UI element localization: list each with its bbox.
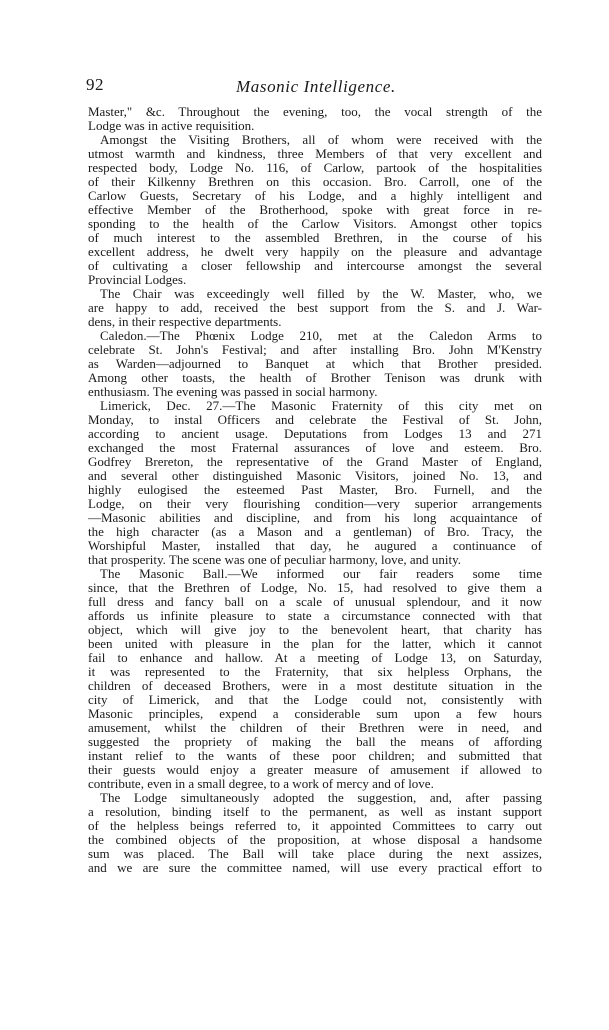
text-line: Limerick, Dec. 27.—The Masonic Fraternity of this city met on [100,399,542,413]
text-line: Among other toasts, the health of Brother Tenison was drunk with [88,371,542,385]
text-line: Godfrey Brereton, the representative of the Grand Master of England, [88,455,542,469]
running-title: Masonic Intelligence. [236,77,396,96]
page-number: 92 [86,75,104,94]
text-line: highly eulogised the esteemed Past Master, Bro. Furnell, and the [88,483,542,497]
text-line: respected body, Lodge No. 116, of Carlow, partook of the hospitalities [88,161,542,175]
article-body [88,105,542,875]
text-line: exchanged the most Fraternal assurances of love and esteem. Bro. [88,441,542,455]
text-line: city of Limerick, and that the Lodge could not, consistently with [88,693,542,707]
text-line: a resolution, binding itself to the permanent, as well as instant support [88,805,542,819]
text-line: of much interest to the assembled Brethren, in the course of his [88,231,542,245]
text-line: object, which will give joy to the benevolent heart, that charity has [88,623,542,637]
text-line: Worshipful Master, installed that day, he augured a continuance of [88,539,542,553]
text-line: full dress and fancy ball on a scale of unusual splendour, and it now [88,595,542,609]
text-line: as Warden—adjourned to Banquet at which that Brother presided. [88,357,542,371]
text-line: dens, in their respective departments. [88,315,282,329]
text-line: Amongst the Visiting Brothers, all of whom were received with the [100,133,542,147]
text-line: sponding to the health of the Carlow Visitors. Amongst other topics [88,217,542,231]
text-line: Monday, to instal Officers and celebrate the Festival of St. John, [88,413,542,427]
text-line: instant relief to the wants of these poor children; and submitted that [88,749,542,763]
text-line: suggested the propriety of making the ball the means of affording [88,735,542,749]
text-line: celebrate St. John's Festival; and after installing Bro. John M'Kenstry [88,343,542,357]
text-line: of the helpless beings referred to, it appointed Committees to carry out [88,819,542,833]
text-line: been united with pleasure in the plan for the latter, which it cannot [88,637,542,651]
text-line: affords us infinite pleasure to state a circumstance connected with that [88,609,542,623]
page-header [86,75,546,103]
text-line: Caledon.—The Phœnix Lodge 210, met at the Caledon Arms to [100,329,542,343]
text-line: Master," &c. Throughout the evening, too, the vocal strength of the [88,105,542,119]
text-line: are happy to add, received the best support from the S. and J. War- [88,301,542,315]
text-line: children of deceased Brothers, were in a most destitute situation in the [88,679,542,693]
text-line: according to ancient usage. Deputations from Lodges 13 and 271 [88,427,542,441]
text-line: Lodge, on their very flourishing condition—very superior arrangements [88,497,542,511]
text-line: —Masonic abilities and discipline, and from his long acquaintance of [88,511,542,525]
text-line: their guests would enjoy a greater measure of amusement if allowed to [88,763,542,777]
text-line: contribute, even in a small degree, to a work of mercy and of love. [88,777,434,791]
text-line: enthusiasm. The evening was passed in social harmony. [88,385,378,399]
text-line: The Chair was exceedingly well filled by the W. Master, who, we [100,287,542,301]
text-line: Lodge was in active requisition. [88,119,255,133]
text-line: and we are sure the committee named, will use every practical effort to [88,861,542,875]
text-line: amusement, whilst the children of their Brethren were in need, and [88,721,542,735]
text-line: The Lodge simultaneously adopted the suggestion, and, after passing [100,791,542,805]
text-line: Provincial Lodges. [88,273,187,287]
text-line: excellent address, he dwelt very happily on the pleasure and advantage [88,245,542,259]
text-line: Masonic principles, expend a considerable sum upon a few hours [88,707,542,721]
text-line: Carlow Guests, Secretary of his Lodge, and a highly intelligent and [88,189,542,203]
text-line: effective Member of the Brotherhood, spoke with great force in re- [88,203,542,217]
text-line: that prosperity. The scene was one of peculiar harmony, love, and unity. [88,553,462,567]
text-line: of their Kilkenny Brethren on this occasion. Bro. Carroll, one of the [88,175,542,189]
text-line: and several other distinguished Masonic Visitors, joined No. 13, and [88,469,542,483]
text-line: of cultivating a closer fellowship and intercourse amongst the several [88,259,542,273]
text-line: the high character (as a Mason and a gentleman) of Bro. Tracy, the [88,525,542,539]
text-line: the combined objects of the proposition, at whose disposal a handsome [88,833,542,847]
text-line: utmost warmth and kindness, three Members of that very excellent and [88,147,542,161]
text-line: since, that the Brethren of Lodge, No. 15, had resolved to give them a [88,581,542,595]
text-line: it was represented to the Fraternity, that six helpless Orphans, the [88,665,542,679]
text-line: The Masonic Ball.—We informed our fair readers some time [100,567,542,581]
text-line: sum was placed. The Ball will take place during the next assizes, [88,847,542,861]
text-line: fail to enhance and hallow. At a meeting of Lodge 13, on Saturday, [88,651,542,665]
